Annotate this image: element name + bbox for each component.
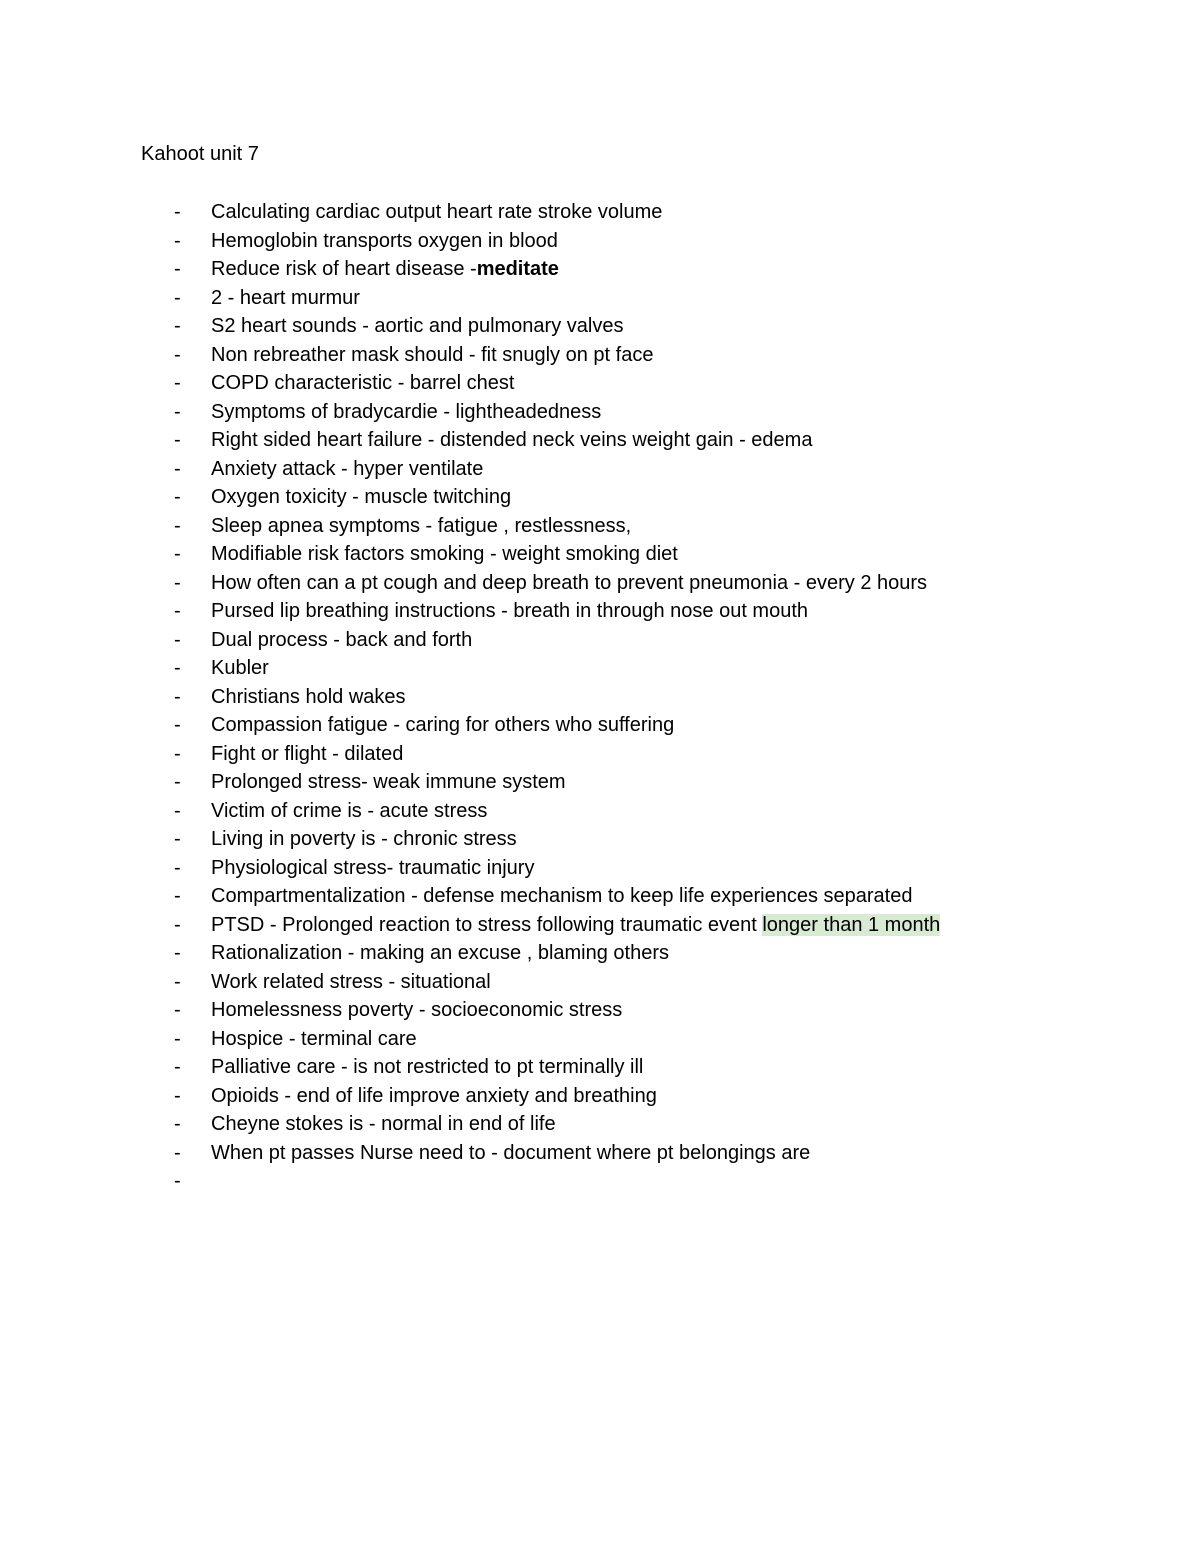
bullet-marker: - xyxy=(174,913,181,936)
bullet-marker: - xyxy=(174,571,181,594)
bullet-marker: - xyxy=(174,343,181,366)
list-item xyxy=(0,1054,1200,1083)
list-item xyxy=(0,228,1200,257)
list-item-text xyxy=(211,199,662,225)
list-item-main-text: Modifiable risk factors smoking - weight smoking diet xyxy=(211,543,678,565)
list-item xyxy=(0,570,1200,599)
list-item-main-text: Hemoglobin transports oxygen in blood xyxy=(211,229,558,252)
list-item-text xyxy=(211,940,669,966)
bullet-marker: - xyxy=(174,628,181,651)
list-item-text xyxy=(211,627,472,653)
list-item-main-text: Prolonged stress- weak immune system xyxy=(211,771,566,793)
list-item-text xyxy=(211,1026,417,1052)
list-item xyxy=(0,199,1200,228)
list-item-text xyxy=(211,826,517,852)
list-item-main-text: Work related stress - situational xyxy=(211,970,491,993)
bullet-list xyxy=(0,199,1200,1197)
bullet-marker: - xyxy=(174,856,181,879)
bullet-marker: - xyxy=(174,315,181,337)
list-item-text xyxy=(211,427,812,453)
list-item xyxy=(0,285,1200,314)
list-item xyxy=(0,883,1200,912)
list-item xyxy=(0,484,1200,513)
list-item xyxy=(0,1140,1200,1169)
list-item xyxy=(0,684,1200,713)
list-item-text xyxy=(211,342,653,368)
bullet-marker: - xyxy=(174,1113,181,1135)
list-item-text xyxy=(211,883,912,909)
bullet-marker: - xyxy=(174,486,181,508)
list-item-main-text: Non rebreather mask should - fit snugly on pt face xyxy=(211,343,654,366)
list-item-main-text: Rationalization - making an excuse , blaming others xyxy=(211,942,670,964)
list-item-main-text: Compassion fatigue - caring for others who suffering xyxy=(211,714,675,736)
bullet-marker: - xyxy=(174,828,181,850)
bullet-marker: - xyxy=(174,942,181,964)
list-item-text xyxy=(211,484,511,510)
bullet-marker: - xyxy=(174,543,181,565)
bullet-marker: - xyxy=(174,514,181,537)
list-item-main-text: Anxiety attack - hyper ventilate xyxy=(211,457,484,480)
list-item xyxy=(0,513,1200,542)
bullet-marker: - xyxy=(174,372,181,394)
list-item-main-text: Palliative care - is not restricted to pt terminally ill xyxy=(211,1056,644,1078)
list-item-main-text: S2 heart sounds - aortic and pulmonary valves xyxy=(211,315,624,337)
list-item-main-text: Physiological stress- traumatic injury xyxy=(211,856,535,879)
bullet-marker: - xyxy=(174,1141,181,1164)
list-item xyxy=(0,940,1200,969)
list-item-main-text: Cheyne stokes is - normal in end of life xyxy=(211,1113,556,1135)
list-item-text xyxy=(211,769,566,795)
list-item xyxy=(0,399,1200,428)
bullet-marker: - xyxy=(174,600,181,622)
list-item-bold-text: meditate xyxy=(476,258,559,280)
bullet-marker: - xyxy=(174,1170,181,1192)
list-item-text xyxy=(211,969,491,995)
list-item-main-text: Oxygen toxicity - muscle twitching xyxy=(211,486,512,508)
list-item-text xyxy=(211,712,674,738)
bullet-marker: - xyxy=(174,771,181,793)
list-item xyxy=(0,1026,1200,1055)
list-item xyxy=(0,627,1200,656)
list-item xyxy=(0,798,1200,827)
list-item-text xyxy=(211,456,483,482)
list-item-text xyxy=(211,655,269,681)
list-item-text xyxy=(211,370,514,396)
list-item-main-text: Calculating cardiac output heart rate stroke volume xyxy=(211,201,663,223)
list-item xyxy=(0,855,1200,884)
list-item-text xyxy=(211,313,623,339)
list-item-main-text: Fight or flight - dilated xyxy=(211,742,404,765)
bullet-marker: - xyxy=(174,885,181,907)
list-item-main-text: 2 - heart murmur xyxy=(211,286,360,309)
list-item xyxy=(0,1168,1200,1197)
list-item-text xyxy=(211,1083,657,1109)
list-item-main-text: Compartmentalization - defense mechanism to keep life experiences separated xyxy=(211,885,913,907)
list-item-highlighted-text: longer than 1 month xyxy=(762,913,941,936)
bullet-marker: - xyxy=(174,400,181,423)
list-item-text xyxy=(211,256,559,282)
list-item-text xyxy=(211,541,678,567)
list-item xyxy=(0,456,1200,485)
list-item-main-text: Opioids - end of life improve anxiety and breathing xyxy=(211,1084,657,1107)
list-item xyxy=(0,541,1200,570)
list-item-main-text: Pursed lip breathing instructions - breath in through nose out mouth xyxy=(211,600,809,622)
list-item xyxy=(0,313,1200,342)
list-item-main-text: Christians hold wakes xyxy=(211,685,406,708)
list-item xyxy=(0,712,1200,741)
bullet-marker: - xyxy=(174,685,181,708)
list-item-text xyxy=(211,1054,643,1080)
list-item-text xyxy=(211,598,808,624)
list-item-main-text: Living in poverty is - chronic stress xyxy=(211,828,517,850)
list-item xyxy=(0,427,1200,456)
list-item-text xyxy=(211,798,487,824)
list-item-text xyxy=(211,997,622,1023)
list-item-text xyxy=(211,513,631,539)
bullet-marker: - xyxy=(174,1056,181,1078)
list-item-text xyxy=(211,912,940,938)
list-item-main-text: When pt passes Nurse need to - document where pt belongings are xyxy=(211,1141,811,1164)
list-item xyxy=(0,342,1200,371)
list-item xyxy=(0,912,1200,941)
list-item-text xyxy=(211,399,601,425)
list-item xyxy=(0,997,1200,1026)
list-item xyxy=(0,598,1200,627)
list-item-text xyxy=(211,855,534,881)
list-item xyxy=(0,655,1200,684)
list-item xyxy=(0,1083,1200,1112)
bullet-marker: - xyxy=(174,742,181,765)
list-item-text xyxy=(211,1111,556,1137)
bullet-marker: - xyxy=(174,286,181,309)
list-item-main-text: Right sided heart failure - distended neck veins weight gain - edema xyxy=(211,429,813,451)
list-item-text xyxy=(211,570,927,596)
list-item xyxy=(0,370,1200,399)
list-item-main-text: Hospice - terminal care xyxy=(211,1027,417,1050)
list-item-text xyxy=(211,228,558,254)
list-item xyxy=(0,1111,1200,1140)
list-item xyxy=(0,969,1200,998)
list-item-text xyxy=(211,684,406,710)
bullet-marker: - xyxy=(174,201,181,223)
document-title: Kahoot unit 7 xyxy=(141,143,259,165)
list-item-main-text: PTSD - Prolonged reaction to stress following traumatic event xyxy=(211,913,763,936)
list-item xyxy=(0,769,1200,798)
bullet-marker: - xyxy=(174,457,181,480)
list-item xyxy=(0,741,1200,770)
bullet-marker: - xyxy=(174,714,181,736)
list-item-main-text: Sleep apnea symptoms - fatigue , restlessness, xyxy=(211,514,632,537)
list-item-text xyxy=(211,1140,810,1166)
list-item-main-text: How often can a pt cough and deep breath to prevent pneumonia - every 2 hours xyxy=(211,571,928,594)
list-item-main-text: Kubler xyxy=(211,657,269,679)
list-item-main-text: Symptoms of bradycardie - lightheadedness xyxy=(211,400,602,423)
list-item-main-text: Homelessness poverty - socioeconomic stress xyxy=(211,999,623,1021)
list-item-main-text: Reduce risk of heart disease - xyxy=(211,258,477,280)
list-item xyxy=(0,256,1200,285)
list-item-main-text: Victim of crime is - acute stress xyxy=(211,799,488,822)
bullet-marker: - xyxy=(174,999,181,1021)
list-item xyxy=(0,826,1200,855)
bullet-marker: - xyxy=(174,970,181,993)
list-item-text xyxy=(211,741,403,767)
list-item-main-text: COPD characteristic - barrel chest xyxy=(211,372,515,394)
bullet-marker: - xyxy=(174,657,181,679)
bullet-marker: - xyxy=(174,429,181,451)
list-item-text xyxy=(211,285,360,311)
list-item-main-text: Dual process - back and forth xyxy=(211,628,473,651)
bullet-marker: - xyxy=(174,1084,181,1107)
bullet-marker: - xyxy=(174,1027,181,1050)
bullet-marker: - xyxy=(174,258,181,280)
bullet-marker: - xyxy=(174,799,181,822)
bullet-marker: - xyxy=(174,229,181,252)
